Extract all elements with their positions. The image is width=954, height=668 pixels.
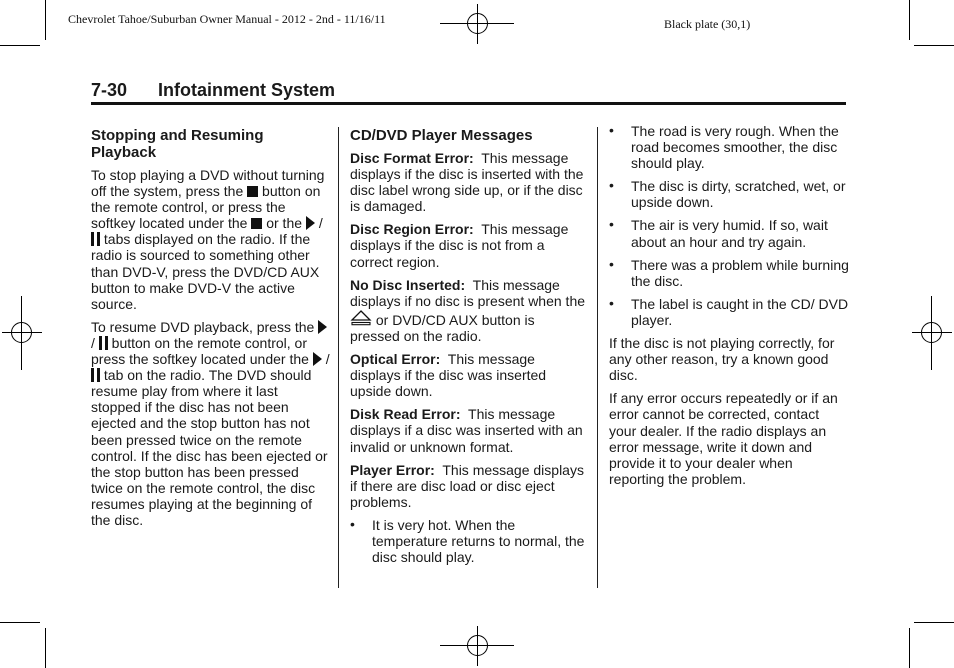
- stop-square-icon: [251, 218, 262, 229]
- message-disc-region: [350, 221, 588, 269]
- message-text: This message displays if there are disc load or disc eject problems.: [350, 461, 584, 510]
- play-icon: [313, 352, 322, 366]
- message-disc-format: [350, 150, 588, 214]
- crop-mark: [914, 622, 954, 623]
- message-label: Disc Format Error:: [350, 150, 474, 166]
- column-1: [91, 127, 331, 535]
- registration-mark-icon: [912, 296, 952, 370]
- list-item: • There was a problem while burning the disc.: [609, 257, 849, 289]
- bullet-list: [350, 517, 588, 565]
- text-run: or the: [266, 215, 303, 232]
- pause-icon: [99, 336, 108, 350]
- message-text: or DVD/CD AUX button is pressed on the radio.: [350, 311, 535, 344]
- section-title: Infotainment System: [158, 80, 336, 100]
- crop-mark: [0, 622, 40, 623]
- text-run: tabs displayed on the radio. If the radio is sourced to something other than DVD-V, press the DVD/CD AUX button to make DVD-V the active source.: [91, 231, 320, 312]
- column-2: [350, 127, 588, 572]
- message-text: This message displays if a disc was inserted with an invalid or unknown format.: [350, 406, 583, 455]
- pause-icon: [91, 232, 100, 246]
- message-text: This message displays if the disc was inserted upside down.: [350, 351, 547, 400]
- text-run: /: [318, 215, 323, 232]
- message-label: Player Error:: [350, 461, 435, 478]
- message-text: This message displays if the disc is inserted with the disc label wrong side up, or if the disc is damaged.: [350, 150, 584, 215]
- text-run: /: [325, 351, 330, 368]
- message-player: [350, 462, 588, 510]
- text-run: /: [91, 334, 95, 351]
- crop-mark: [909, 0, 910, 40]
- play-icon: [318, 320, 327, 334]
- message-label: Disk Read Error:: [350, 406, 461, 423]
- list-item: • It is very hot. When the temperature returns to normal, the disc should play.: [350, 517, 588, 565]
- print-header-left: Chevrolet Tahoe/Suburban Owner Manual - 2012 - 2nd - 11/16/11: [68, 12, 386, 26]
- registration-mark-icon: [440, 626, 514, 666]
- list-item: • The road is very rough. When the road becomes smoother, the disc should play.: [609, 123, 849, 171]
- print-header-right: Black plate (30,1): [664, 17, 751, 31]
- bullet-list: [609, 123, 849, 328]
- list-item: • The label is caught in the CD/ DVD player.: [609, 296, 849, 328]
- text-run: button on the remote control, or press the softkey located under the: [91, 334, 309, 368]
- registration-mark-icon: [2, 296, 42, 370]
- crop-mark: [0, 45, 40, 46]
- crop-mark: [909, 628, 910, 668]
- messages-heading: CD/DVD Player Messages: [350, 127, 533, 144]
- registration-mark-icon: [440, 4, 514, 44]
- resume-paragraph: [91, 319, 331, 528]
- crop-mark: [45, 628, 46, 668]
- stopping-heading: Stopping and Resuming Playback: [91, 127, 264, 161]
- known-good-disc-paragraph: If the disc is not playing correctly, for any other reason, try a known good disc.: [609, 335, 835, 384]
- stop-square-icon: [247, 186, 258, 197]
- play-icon: [306, 216, 315, 230]
- pause-icon: [91, 368, 100, 382]
- message-no-disc: [350, 277, 588, 344]
- crop-mark: [914, 45, 954, 46]
- message-text: This message displays if the disc is not from a correct region.: [350, 221, 569, 270]
- crop-mark: [45, 0, 46, 40]
- message-label: Optical Error:: [350, 351, 441, 368]
- message-label: No Disc Inserted:: [350, 276, 466, 293]
- list-item: • The disc is dirty, scratched, wet, or upside down.: [609, 178, 849, 210]
- message-text: This message displays if no disc is present when the: [350, 276, 586, 309]
- list-item: • The air is very humid. If so, wait about an hour and try again.: [609, 217, 849, 249]
- text-run: To resume DVD playback, press the: [91, 318, 315, 335]
- column-divider: [597, 127, 598, 588]
- text-run: tab on the radio. The DVD should resume play from where it last stopped if the disc has not been ejected and the stop button has not been pressed twice on the remote control. If the disc has been ejected or the stop button has been pressed twice on the remote control, the disc resumes playing at the beginning of the disc.: [91, 367, 328, 528]
- text-run: button on the remote control, or press the softkey located under the: [91, 183, 321, 232]
- section-title-bar: [91, 80, 846, 105]
- page-number: 7-30: [91, 80, 128, 100]
- message-disk-read: [350, 406, 588, 454]
- message-optical: [350, 351, 588, 399]
- contact-dealer-paragraph: If any error occurs repeatedly or if an error cannot be corrected, contact your dealer. If the radio displays an error message, write it down and provide it to your dealer when reporting the problem.: [609, 390, 838, 487]
- message-label: Disc Region Error:: [350, 221, 474, 238]
- column-3: [609, 123, 849, 494]
- stop-paragraph: [91, 167, 331, 312]
- eject-icon: [350, 309, 372, 327]
- column-divider: [338, 127, 339, 588]
- text-run: To stop playing a DVD without turning off the system, press the: [91, 167, 325, 200]
